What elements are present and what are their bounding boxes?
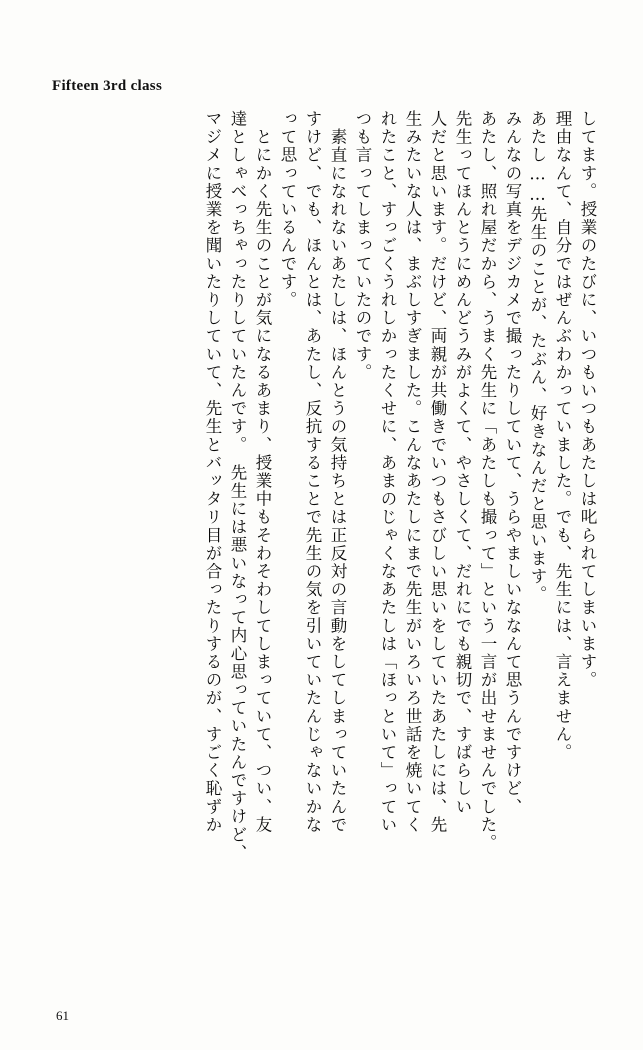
text-line: れたこと、すっごくうれしかったくせに、あまのじゃくなあたしは「ほっといて」ってい: [378, 110, 397, 834]
page-header: Fifteen 3rd class: [52, 78, 163, 94]
text-line: みんなの写真をデジカメで撮ったりしていて、うらやましいななんて思うんですけど、: [503, 110, 522, 816]
text-line: とにかく先生のことが気になるあまり、授業中もそわそわしてしまっていて、つい、友: [253, 110, 272, 834]
page-number: 61: [56, 1008, 69, 1023]
text-line: 人だと思います。だけど、両親が共働きでいつもさびしい思いをしていたあたしには、先: [428, 110, 447, 834]
vertical-text-body: [55, 110, 595, 970]
text-line: あたし、照れ屋だから、うまく先生に「あたしも撮って」という一言が出せませんでした。: [478, 110, 497, 853]
text-line: つも言ってしまっていたのです。: [353, 110, 372, 382]
text-line: 達としゃべっちゃったりしていたんです。 先生には悪いなって内心思っていたんですけど、: [228, 110, 247, 862]
text-line: 先生ってほんとうにめんどうみがよくて、やさしくて、だれにでも親切で、すばらしい: [453, 110, 472, 816]
text-line: 生みたいな人は、まぶしすぎました。こんなあたしにまで先生がいろいろ世話を焼いてく: [403, 110, 422, 834]
text-line: って思っているんです。: [278, 110, 297, 310]
text-line: すけど、でも、ほんとは、あたし、反抗することで先生の気を引いていたんじゃないかな: [303, 110, 322, 834]
text-line: 理由なんて、自分ではぜんぶわかっていました。でも、先生には、言えません。: [553, 110, 572, 762]
text-line: してます。授業のたびに、いつもいつもあたしは叱られてしまいます。: [578, 110, 597, 690]
text-line: あたし……先生のことが、たぶん、好きなんだと思います。: [528, 110, 547, 604]
text-line: 素直になれないあたしは、ほんとうの気持ちとは正反対の言動をしてしまっていたんで: [328, 110, 347, 834]
text-line: マジメに授業を聞いたりしていて、先生とバッタリ目が合ったりするのが、すごく恥ずか: [203, 110, 222, 834]
